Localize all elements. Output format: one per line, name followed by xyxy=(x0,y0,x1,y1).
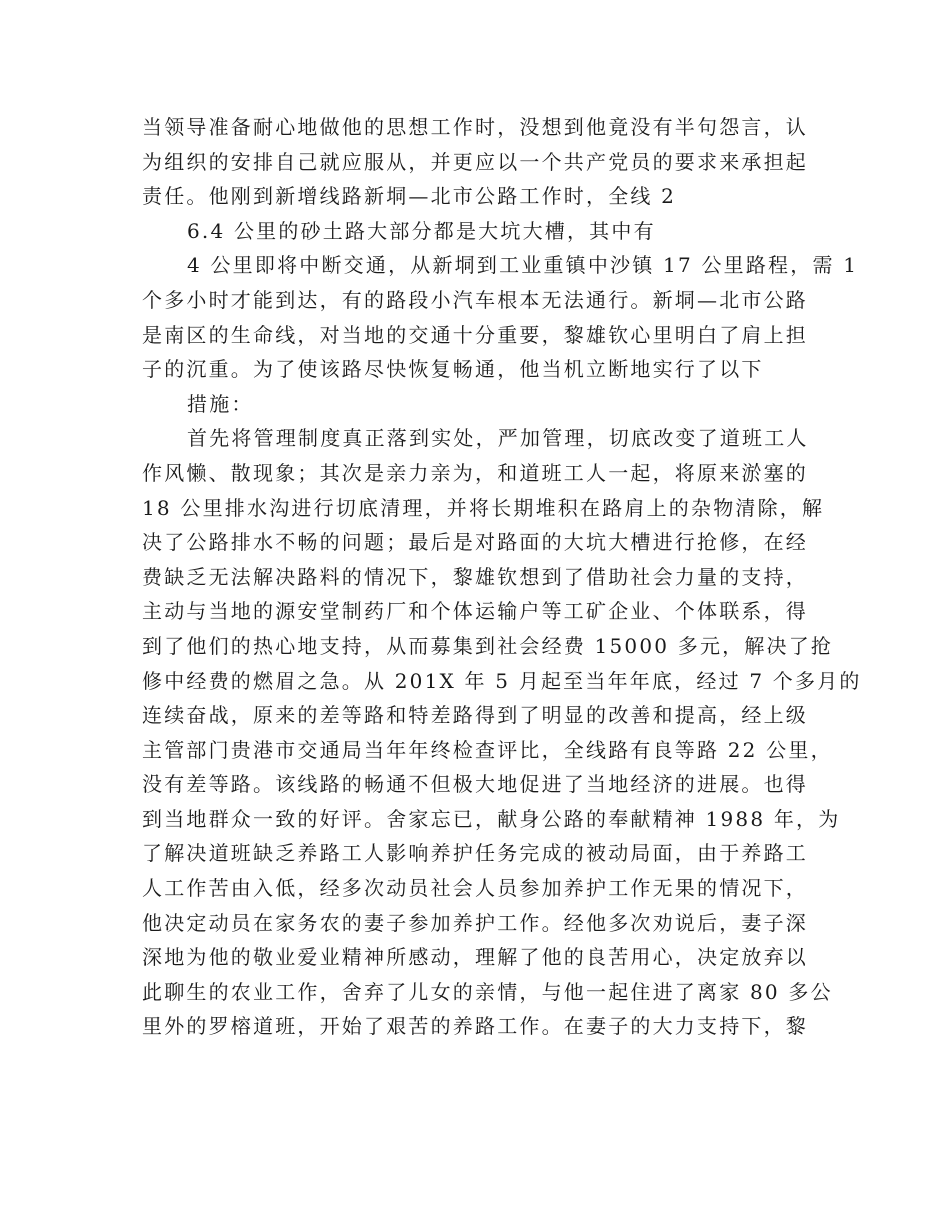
text-line: 主管部门贵港市交通局当年年终检查评比，全线路有良等路 22 公里， xyxy=(142,737,833,762)
text-line: 到当地群众一致的好评。舍家忘已，献身公路的奉献精神 1988 年，为 xyxy=(142,806,841,831)
text-line: 是南区的生命线，对当地的交通十分重要，黎雄钦心里明白了肩上担 xyxy=(142,322,808,347)
text-line: 费缺乏无法解决路料的情况下，黎雄钦想到了借助社会力量的支持， xyxy=(142,564,808,589)
text-line: 到了他们的热心地支持，从而募集到社会经费 15000 多元，解决了抢 xyxy=(142,633,834,658)
text-line: 此聊生的农业工作，舍弃了儿女的亲情，与他一起住进了离家 80 多公 xyxy=(142,979,833,1004)
text-line: 作风懒、散现象；其次是亲力亲为，和道班工人一起，将原来淤塞的 xyxy=(142,460,808,485)
text-line: 个多小时才能到达，有的路段小汽车根本无法通行。新垌—北市公路 xyxy=(142,287,808,312)
text-line: 首先将管理制度真正落到实处，严加管理，切底改变了道班工人 xyxy=(187,426,809,451)
text-line: 责任。他刚到新增线路新垌—北市公路工作时，全线 2 xyxy=(142,184,677,209)
text-line: 当领导准备耐心地做他的思想工作时，没想到他竟没有半句怨言，认 xyxy=(142,115,808,139)
text-line: 决了公路排水不畅的问题；最后是对路面的大坑大槽进行抢修，在经 xyxy=(142,530,808,555)
text-line: 连续奋战，原来的差等路和特差路得到了明显的改善和提高，经上级 xyxy=(142,703,808,728)
text-line: 为组织的安排自己就应服从，并更应以一个共产党员的要求来承担起 xyxy=(142,149,808,174)
text-line: 修中经费的燃眉之急。从 201X 年 5 月起至当年年底，经过 7 个多月的 xyxy=(142,668,862,693)
text-line: 18 公里排水沟进行切底清理，并将长期堆积在路肩上的杂物清除，解 xyxy=(142,495,825,520)
text-line: 深地为他的敬业爱业精神所感动，理解了他的良苦用心，决定放弃以 xyxy=(142,945,808,970)
text-line: 人工作苦由入低，经多次动员社会人员参加养护工作无果的情况下， xyxy=(142,876,808,901)
text-line: 6.4 公里的砂土路大部分都是大坑大槽，其中有 xyxy=(187,218,656,243)
text-line: 里外的罗榕道班，开始了艰苦的养路工作。在妻子的大力支持下，黎 xyxy=(142,1014,808,1039)
text-line: 没有差等路。该线路的畅通不但极大地促进了当地经济的进展。也得 xyxy=(142,772,808,797)
body-text xyxy=(142,110,862,1044)
text-line: 4 公里即将中断交通，从新垌到工业重镇中沙镇 17 公里路程，需 1 xyxy=(187,253,859,278)
text-line: 了解决道班缺乏养路工人影响养护任务完成的被动局面，由于养路工 xyxy=(142,841,808,866)
text-line: 子的沉重。为了使该路尽快恢复畅通，他当机立断地实行了以下 xyxy=(142,357,764,382)
text-line: 主动与当地的源安堂制药厂和个体运输户等工矿企业、个体联系，得 xyxy=(142,599,808,624)
text-line: 措施： xyxy=(187,391,254,416)
text-line: 他决定动员在家务农的妻子参加养护工作。经他多次劝说后，妻子深 xyxy=(142,910,808,935)
